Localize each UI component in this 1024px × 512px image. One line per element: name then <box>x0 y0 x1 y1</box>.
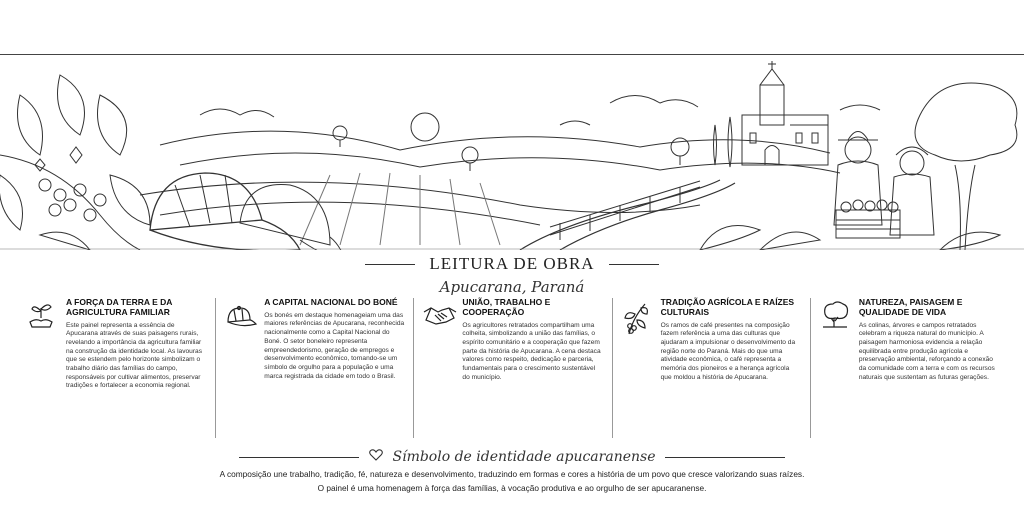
column-title: TRADIÇÃO AGRÍCOLA E RAÍZES CULTURAIS <box>660 297 795 317</box>
tree-icon <box>819 298 859 438</box>
symbol-title: Símbolo de identidade apucaranense <box>392 449 656 465</box>
column-title: NATUREZA, PAISAGEM E QUALIDADE DE VIDA <box>858 297 963 317</box>
column-cap-capital <box>216 298 414 438</box>
page-title: LEITURA DE OBRA <box>429 254 595 273</box>
handshake-icon <box>422 298 462 438</box>
heart-icon <box>369 448 383 466</box>
column-text: Os agricultores retratados compartilham uma colheita, simbolizando a união das famílias, o espírito comunitário e a cooperação que fazem parte da história de Apucarana. A cena destaca valores como respeito, dedicação e parceria, fundamentais para o crescimento sustentável do município. <box>462 321 601 381</box>
column-text: Os ramos de café presentes na composição fazem referência a uma das culturas que ajudaram a impulsionar o desenvolvimento da região norte do Paraná. Mais do que uma atividade econômica, o café representa a memória dos pioneiros e a herança agrícola que moldou a história de Apucarana. <box>660 321 796 381</box>
column-title: UNIÃO, TRABALHO E COOPERAÇÃO <box>462 297 551 317</box>
title-rule-right <box>609 264 659 265</box>
page-subtitle: Apucarana, Paraná <box>439 278 585 296</box>
footer-line-2: O painel é uma homenagem à força das famílias, à vocação produtiva e ao orgulho de ser apucaranense. <box>317 483 707 494</box>
column-title: A FORÇA DA TERRA E DA AGRICULTURA FAMILIAR <box>66 297 173 317</box>
symbol-rule-left <box>239 457 359 458</box>
content-columns <box>18 298 1008 438</box>
column-text: As colinas, árvores e campos retratados celebram a riqueza natural do município. A paisagem harmoniosa evidencia a relação equilibrada entre produção agrícola e preservação ambiental, reforçando a conexão da comunidade com a terra e com os recursos naturais que sustentam as futuras gerações. <box>858 321 995 381</box>
footer-line-1: A composição une trabalho, tradição, fé, natureza e desenvolvimento, traduzindo em formas e cores a história de um povo que cresce valorizando suas raízes. <box>219 469 805 479</box>
footer <box>0 448 1024 494</box>
column-nature <box>811 298 1008 438</box>
coffee-branch-icon <box>621 298 661 438</box>
title-row <box>0 254 1024 274</box>
landscape-illustration <box>0 55 1024 250</box>
column-title: A CAPITAL NACIONAL DO BONÉ <box>264 297 398 307</box>
column-agriculture <box>18 298 216 438</box>
column-tradition <box>613 298 811 438</box>
symbol-row <box>0 448 1024 466</box>
title-rule-left <box>365 264 415 265</box>
column-text: Os bonés em destaque homenageiam uma das maiores referências de Apucarana, reconhecida nacionalmente como a Capital Nacional do Boné. O setor boneleiro representa empreendedorismo, geração de empregos e desenvolvimento econômico, tornando-se um símbolo de orgulho para a população e uma marca registrada da cidade em todo o Brasil. <box>264 311 405 380</box>
sprout-in-hand-icon <box>26 298 66 438</box>
cap-icon <box>224 298 264 438</box>
heading <box>0 254 1024 296</box>
column-cooperation <box>414 298 612 438</box>
symbol-rule-right <box>665 457 785 458</box>
column-text: Este painel representa a essência de Apucarana através de suas paisagens rurais, revelando a importância da agricultura familiar na construção da identidade local. As lavouras que se estendem pelo horizonte simbolizam o trabalho diário das famílias do campo, responsáveis por cultivar alimentos, preservar tradições e fortalecer a economia regional. <box>66 321 202 390</box>
